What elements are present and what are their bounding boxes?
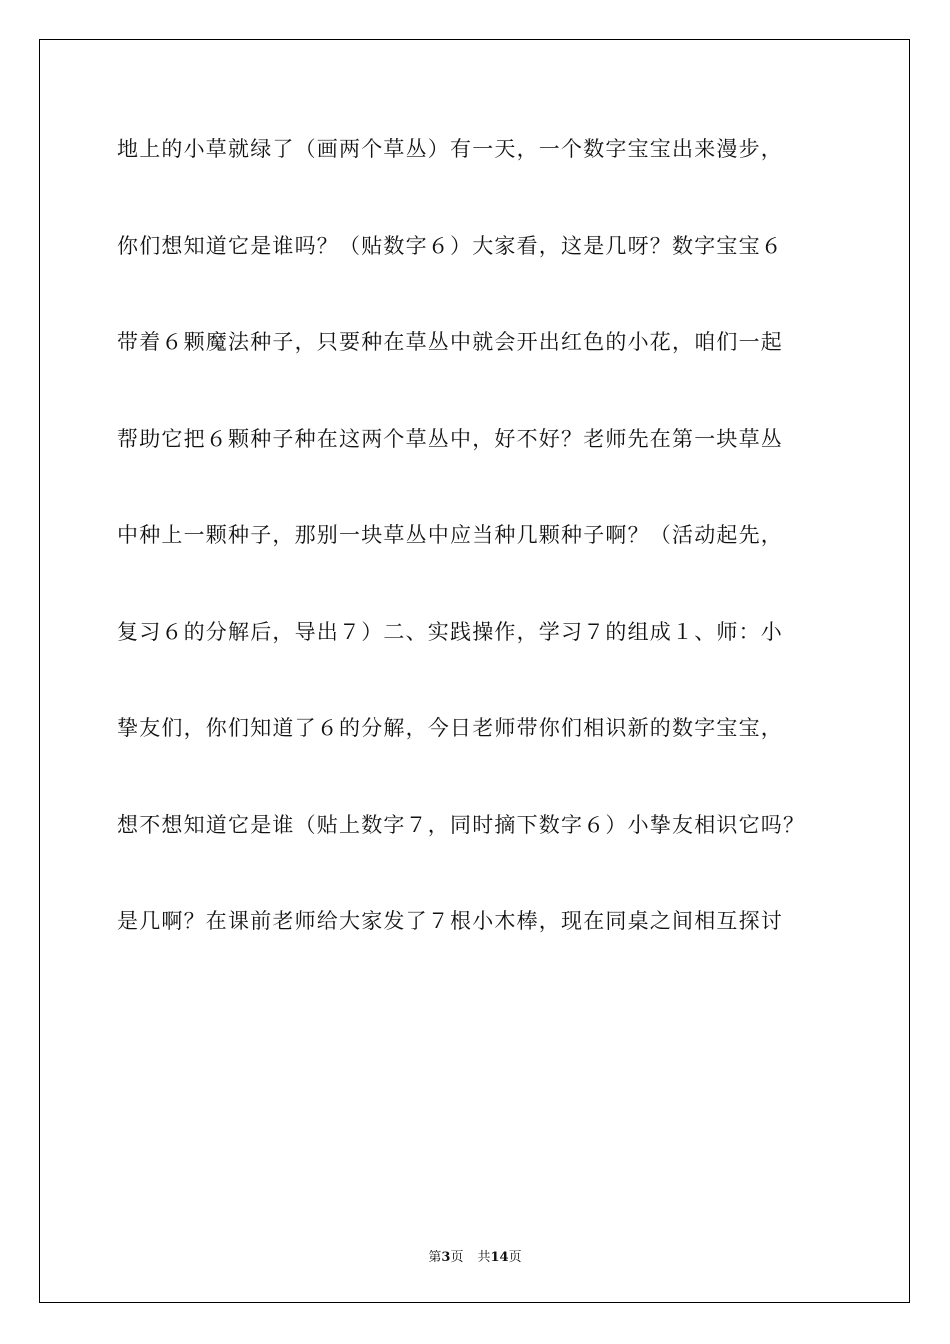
- text-line: 地上的小草就绿了（画两个草丛）有一天，一个数字宝宝出来漫步，: [117, 137, 783, 161]
- text-line: 帮助它把６颗种子种在这两个草丛中，好不好？老师先在第一块草丛: [117, 426, 783, 451]
- text-line: 你们想知道它是谁吗？（贴数字６）大家看，这是几呀？数字宝宝６: [117, 233, 783, 258]
- page-prefix: 第: [428, 1250, 442, 1265]
- text-line: 中种上一颗种子，那别一块草丛中应当种几颗种子啊？（活动起先，: [117, 523, 783, 547]
- page-suffix: 页: [450, 1250, 464, 1265]
- text-line: 想不想知道它是谁（贴上数字７，同时摘下数字６）小挚友相识它吗？: [117, 812, 806, 837]
- text-line: 是几啊？在课前老师给大家发了７根小木棒，现在同桌之间相互探讨: [117, 909, 783, 933]
- page-number: 3: [441, 1250, 451, 1265]
- document-body: [117, 125, 877, 994]
- page-footer: [0, 1246, 950, 1265]
- total-prefix: 共: [477, 1250, 491, 1265]
- total-pages: 14: [490, 1250, 509, 1265]
- text-line: 带着６颗魔法种子，只要种在草丛中就会开出红色的小花，咱们一起: [117, 330, 783, 354]
- text-line: 复习６的分解后，导出７）二、实践操作，学习７的组成１、师：小: [117, 619, 783, 644]
- total-suffix: 页: [508, 1250, 522, 1265]
- text-line: 挚友们，你们知道了６的分解，今日老师带你们相识新的数字宝宝，: [117, 716, 783, 740]
